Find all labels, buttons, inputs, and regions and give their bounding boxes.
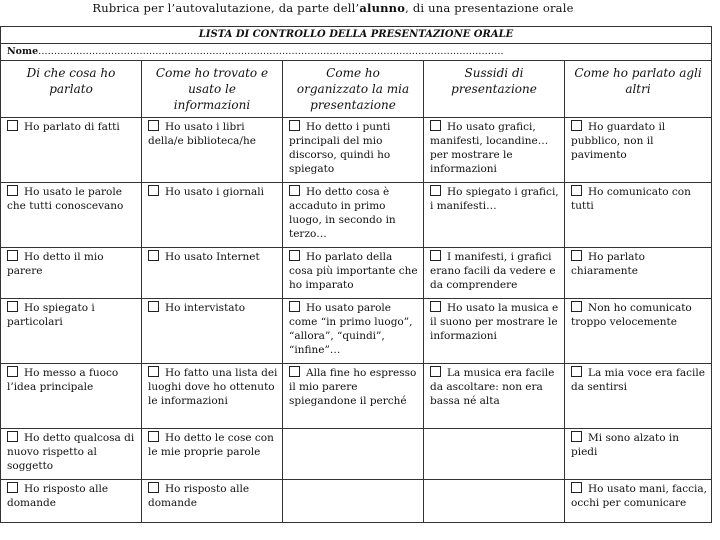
table-row	[1, 248, 712, 299]
checklist-item-label: Ho usato grafici, manifesti, locandine… per mostrare le informazioni	[430, 121, 549, 175]
checkbox-icon[interactable]	[571, 185, 582, 196]
checklist-cell	[565, 248, 712, 299]
checklist-cell	[424, 118, 565, 183]
checklist-item-label: La musica era facile da ascoltare: non era bassa né alta	[430, 367, 555, 407]
checkbox-icon[interactable]	[571, 301, 582, 312]
checklist-item-label: Ho messo a fuoco l’idea principale	[7, 367, 119, 393]
checklist-item-label: Ho usato i giornali	[165, 186, 264, 198]
checklist-item-label: Alla fine ho espresso il mio parere spiegandone il perché	[289, 367, 417, 407]
checklist-cell	[1, 118, 142, 183]
checklist-cell	[1, 299, 142, 364]
checkbox-icon[interactable]	[148, 185, 159, 196]
checkbox-icon[interactable]	[430, 301, 441, 312]
checkbox-icon[interactable]	[289, 366, 300, 377]
checklist-cell	[424, 480, 565, 523]
checklist-item-label: I manifesti, i grafici erano facili da vedere e da comprendere	[430, 251, 556, 291]
checklist-item-label: Ho intervistato	[165, 302, 246, 314]
checklist-cell	[142, 248, 283, 299]
checklist-item-label: Ho parlato di fatti	[24, 121, 120, 133]
checklist-cell	[565, 480, 712, 523]
checklist-cell	[283, 364, 424, 429]
table-row	[1, 183, 712, 248]
checklist-item-label: Non ho comunicato troppo velocemente	[571, 302, 692, 328]
checkbox-icon[interactable]	[148, 431, 159, 442]
checklist-cell	[1, 429, 142, 480]
checkbox-icon[interactable]	[7, 301, 18, 312]
checklist-cell	[283, 183, 424, 248]
column-header-row	[1, 61, 712, 118]
checklist-cell	[565, 299, 712, 364]
checklist-cell	[424, 248, 565, 299]
checklist-item-label: Ho spiegato i grafici, i manifesti…	[430, 186, 559, 212]
checkbox-icon[interactable]	[7, 431, 18, 442]
checkbox-icon[interactable]	[430, 120, 441, 131]
checkbox-icon[interactable]	[289, 301, 300, 312]
checkbox-icon[interactable]	[289, 120, 300, 131]
checklist-cell	[283, 299, 424, 364]
checklist-item-label: Ho detto il mio parere	[7, 251, 104, 277]
table-row	[1, 480, 712, 523]
checklist-cell	[142, 183, 283, 248]
checklist-item-label: Ho usato i libri della/e biblioteca/he	[148, 121, 256, 147]
checkbox-icon[interactable]	[571, 366, 582, 377]
checklist-cell	[283, 118, 424, 183]
checklist-item-label: Ho detto i punti principali del mio discorso, quindi ho spiegato	[289, 121, 391, 175]
checkbox-icon[interactable]	[148, 482, 159, 493]
checklist-cell	[565, 429, 712, 480]
checkbox-icon[interactable]	[430, 185, 441, 196]
checklist-item-label: Ho comunicato con tutti	[571, 186, 691, 212]
checklist-cell	[283, 480, 424, 523]
checklist-cell	[424, 429, 565, 480]
checklist-item-label: Ho detto cosa è accaduto in primo luogo, in secondo in terzo…	[289, 186, 396, 240]
checkbox-icon[interactable]	[7, 120, 18, 131]
checklist-item-label: Ho risposto alle domande	[148, 483, 250, 509]
checklist-item-label: La mia voce era facile da sentirsi	[571, 367, 705, 393]
checklist-cell	[142, 429, 283, 480]
checklist-item-label: Ho usato la musica e il suono per mostrare le informazioni	[430, 302, 559, 342]
checklist-cell	[283, 248, 424, 299]
checklist-cell	[1, 364, 142, 429]
checklist-cell	[142, 118, 283, 183]
checklist-item-label: Ho usato le parole che tutti conoscevano	[7, 186, 124, 212]
checkbox-icon[interactable]	[148, 301, 159, 312]
checklist-cell	[565, 364, 712, 429]
column-header: Come ho organizzato la mia presentazione	[283, 61, 424, 118]
checklist-item-label: Ho parlato della cosa più importante che ho imparato	[289, 251, 418, 291]
checklist-item-label: Ho parlato chiaramente	[571, 251, 645, 277]
checklist-cell	[565, 183, 712, 248]
checklist-cell	[283, 429, 424, 480]
checklist-item-label: Ho detto qualcosa di nuovo rispetto al soggetto	[7, 432, 135, 472]
checklist-cell	[142, 480, 283, 523]
document-title: Rubrica per l’autovalutazione, da parte dell’alunno, di una presentazione orale	[92, 1, 574, 15]
column-header: Di che cosa ho parlato	[1, 61, 142, 118]
table-row	[1, 429, 712, 480]
checkbox-icon[interactable]	[571, 250, 582, 261]
checklist-cell	[424, 364, 565, 429]
checkbox-icon[interactable]	[571, 431, 582, 442]
checkbox-icon[interactable]	[7, 185, 18, 196]
checklist-item-label: Ho risposto alle domande	[7, 483, 109, 509]
checkbox-icon[interactable]	[430, 250, 441, 261]
checkbox-icon[interactable]	[148, 120, 159, 131]
checklist-item-label: Ho guardato il pubblico, non il pavimento	[571, 121, 666, 161]
table-row	[1, 118, 712, 183]
checklist-cell	[1, 248, 142, 299]
table-row	[1, 364, 712, 429]
checklist-item-label: Ho usato parole come “in primo luogo”, “allora”, “quindi”, “infine”…	[289, 302, 413, 356]
checkbox-icon[interactable]	[289, 185, 300, 196]
checkbox-icon[interactable]	[571, 482, 582, 493]
checklist-cell	[424, 183, 565, 248]
checkbox-icon[interactable]	[148, 250, 159, 261]
checkbox-icon[interactable]	[7, 250, 18, 261]
checkbox-icon[interactable]	[7, 366, 18, 377]
checklist-item-label: Ho fatto una lista dei luoghi dove ho ottenuto le informazioni	[148, 367, 278, 407]
checklist-cell	[1, 480, 142, 523]
column-header: Sussidi di presentazione	[424, 61, 565, 118]
checkbox-icon[interactable]	[289, 250, 300, 261]
checkbox-icon[interactable]	[148, 366, 159, 377]
checkbox-icon[interactable]	[7, 482, 18, 493]
name-field[interactable]: Nome…………………………………………………………………………………………………………………………………	[1, 44, 712, 61]
checkbox-icon[interactable]	[430, 366, 441, 377]
checklist-item-label: Ho usato Internet	[165, 251, 260, 263]
checklist-item-label: Ho spiegato i particolari	[7, 302, 95, 328]
checklist-cell	[142, 299, 283, 364]
checklist-header-row	[1, 27, 712, 44]
checklist-header: LISTA DI CONTROLLO DELLA PRESENTAZIONE ORALE	[1, 27, 712, 44]
checklist-table	[0, 26, 712, 523]
checklist-item-label: Ho detto le cose con le mie proprie parole	[148, 432, 274, 458]
table-row	[1, 299, 712, 364]
checklist-item-label: Mi sono alzato in piedi	[571, 432, 679, 458]
checklist-cell	[424, 299, 565, 364]
column-header: Come ho parlato agli altri	[565, 61, 712, 118]
name-row	[1, 44, 712, 61]
checkbox-icon[interactable]	[571, 120, 582, 131]
checklist-cell	[142, 364, 283, 429]
checklist-cell	[1, 183, 142, 248]
checklist-item-label: Ho usato mani, faccia, occhi per comunicare	[571, 483, 707, 509]
column-header: Come ho trovato e usato le informazioni	[142, 61, 283, 118]
checklist-cell	[565, 118, 712, 183]
